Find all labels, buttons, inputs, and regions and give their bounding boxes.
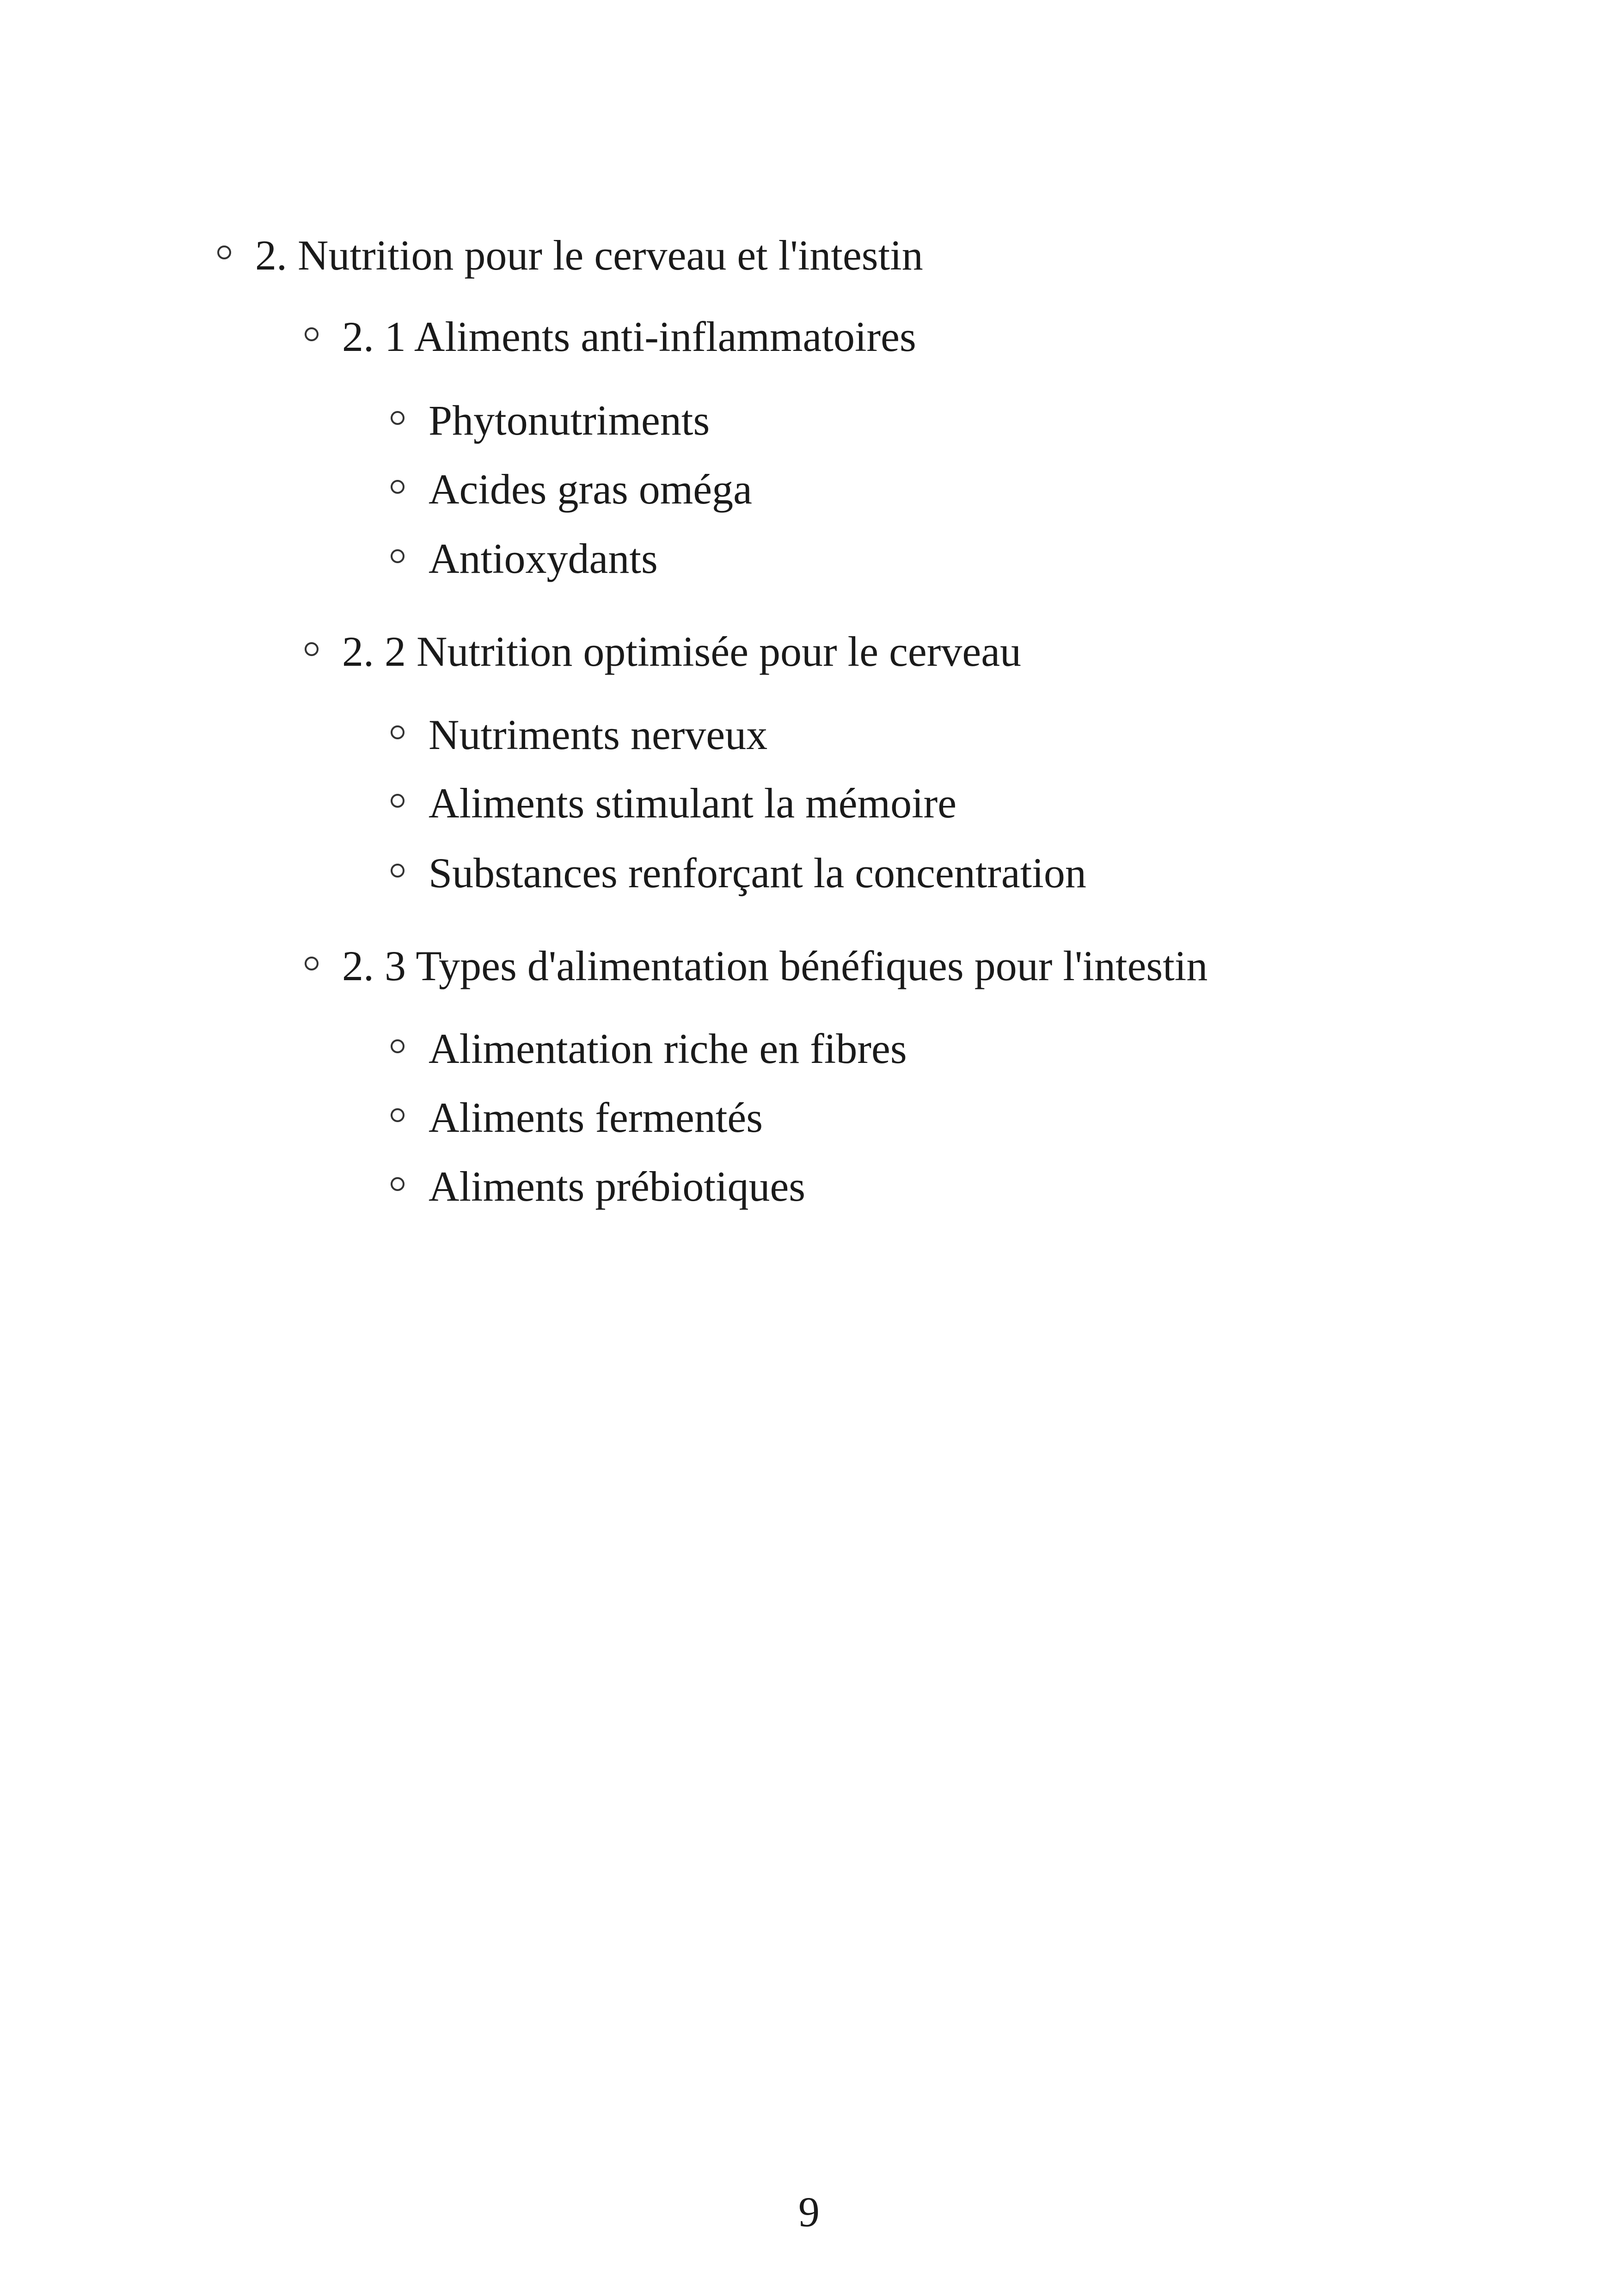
bullet-circle-icon [305,327,319,341]
bullet-circle-icon [391,864,404,878]
list-item: Alimentation riche en fibres [429,1025,907,1072]
list-item: Acides gras oméga [429,466,752,513]
bullet-circle-icon [391,549,404,563]
list-item: Aliments fermentés [429,1094,763,1141]
bullet-circle-icon [305,642,319,656]
list-item: Phytonutriments [429,397,710,444]
subsection-heading: 2. 2 Nutrition optimisée pour le cerveau [342,628,1022,675]
subsection-heading: 2. 3 Types d'alimentation bénéfiques pour l'intestin [342,942,1208,989]
list-item: Aliments prébiotiques [429,1163,806,1210]
bullet-circle-icon [391,1177,404,1191]
list-item: Aliments stimulant la mémoire [429,780,957,827]
list-item: Nutriments nerveux [429,711,768,758]
subsection-heading: 2. 1 Aliments anti-inflammatoires [342,313,916,360]
bullet-circle-icon [391,794,404,808]
section-heading: 2. Nutrition pour le cerveau et l'intestin [255,232,923,279]
bullet-circle-icon [305,957,319,970]
bullet-circle-icon [391,1108,404,1122]
bullet-circle-icon [391,725,404,739]
bullet-circle-icon [391,1039,404,1053]
bullet-circle-icon [391,480,404,494]
list-item: Antioxydants [429,535,658,582]
page-number: 9 [798,2188,820,2235]
bullet-circle-icon [391,411,404,425]
bullet-circle-icon [217,246,231,259]
list-item: Substances renforçant la concentration [429,849,1086,896]
